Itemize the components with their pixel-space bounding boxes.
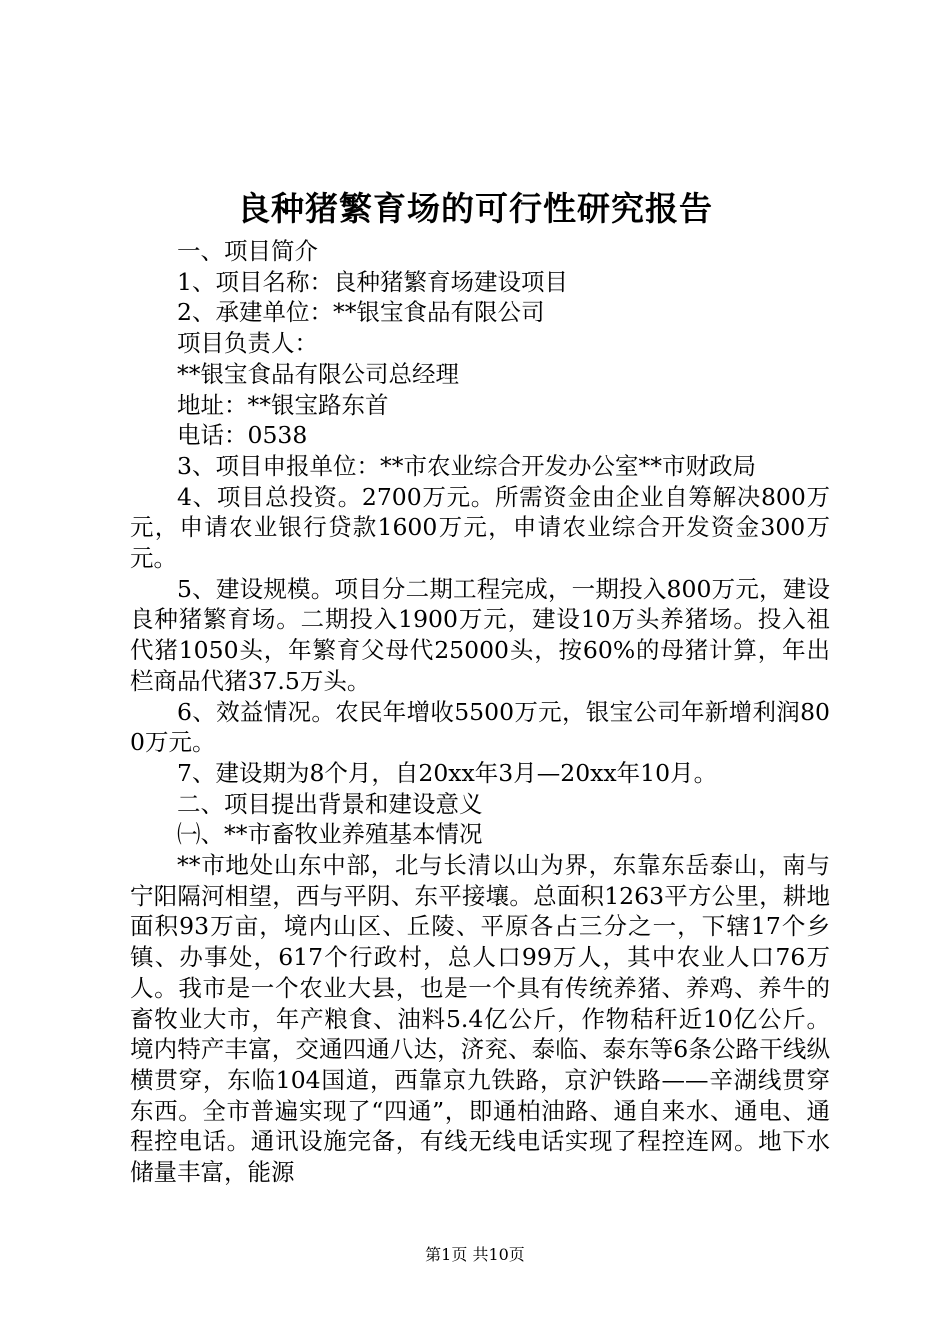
paragraph: 5、建设规模。项目分二期工程完成，一期投入800万元，建设良种猪繁育场。二期投入1900万元，建设10万头养猪场。投入祖代猪1050头，年繁育父母代25000头，按60%的母猪计算，年出栏商品代猪37.5万头。 [130,574,830,695]
paragraph: **市地处山东中部，北与长清以山为界，东靠东岳泰山，南与宁阳隔河相望，西与平阴、东平接壤。总面积1263平方公里，耕地面积93万亩，境内山区、丘陵、平原各占三分之一，下辖17个乡镇、办事处，617个行政村，总人口99万人，其中农业人口76万人。我市是一个农业大县，也是一个具有传统养猪、养鸡、养牛的畜牧业大市，年产粮食、油料5.4亿公斤，作物秸秆近10亿公斤。境内特产丰富，交通四通八达，济兖、泰临、泰东等6条公路干线纵横贯穿，东临104国道，西靠京九铁路，京沪铁路——辛湖线贯穿东西。全市普遍实现了“四通”，即通柏油路、通自来水、通电、通程控电话。通讯设施完备，有线无线电话实现了程控连网。地下水储量丰富，能源 [130,851,830,1187]
subsection-heading: ㈠、**市畜牧业养殖基本情况 [177,820,483,849]
paragraph: 7、建设期为8个月，自20xx年3月—20xx年10月。 [177,758,718,787]
section-heading: 一、项目简介 [177,237,318,265]
document-body [130,236,830,1188]
paragraph: 1、项目名称：良种猪繁育场建设项目 [177,267,568,296]
paragraph: 6、效益情况。农民年增收5500万元，银宝公司年新增利润800万元。 [130,697,830,757]
paragraph: 电话：0538 [177,421,308,450]
paragraph: **银宝食品有限公司总经理 [177,359,459,388]
document-title: 良种猪繁育场的可行性研究报告 [237,189,713,228]
page-footer: 第1页 共10页 [425,1245,525,1264]
paragraph: 2、承建单位：**银宝食品有限公司 [177,298,545,327]
paragraph: 4、项目总投资。2700万元。所需资金由企业自筹解决800万元，申请农业银行贷款1600万元，申请农业综合开发资金300万元。 [130,482,830,573]
paragraph: 3、项目申报单位：**市农业综合开发办公室**市财政局 [177,451,756,480]
paragraph: 地址：**银宝路东首 [177,390,389,419]
section-heading: 二、项目提出背景和建设意义 [177,789,483,818]
paragraph: 项目负责人： [177,329,318,358]
